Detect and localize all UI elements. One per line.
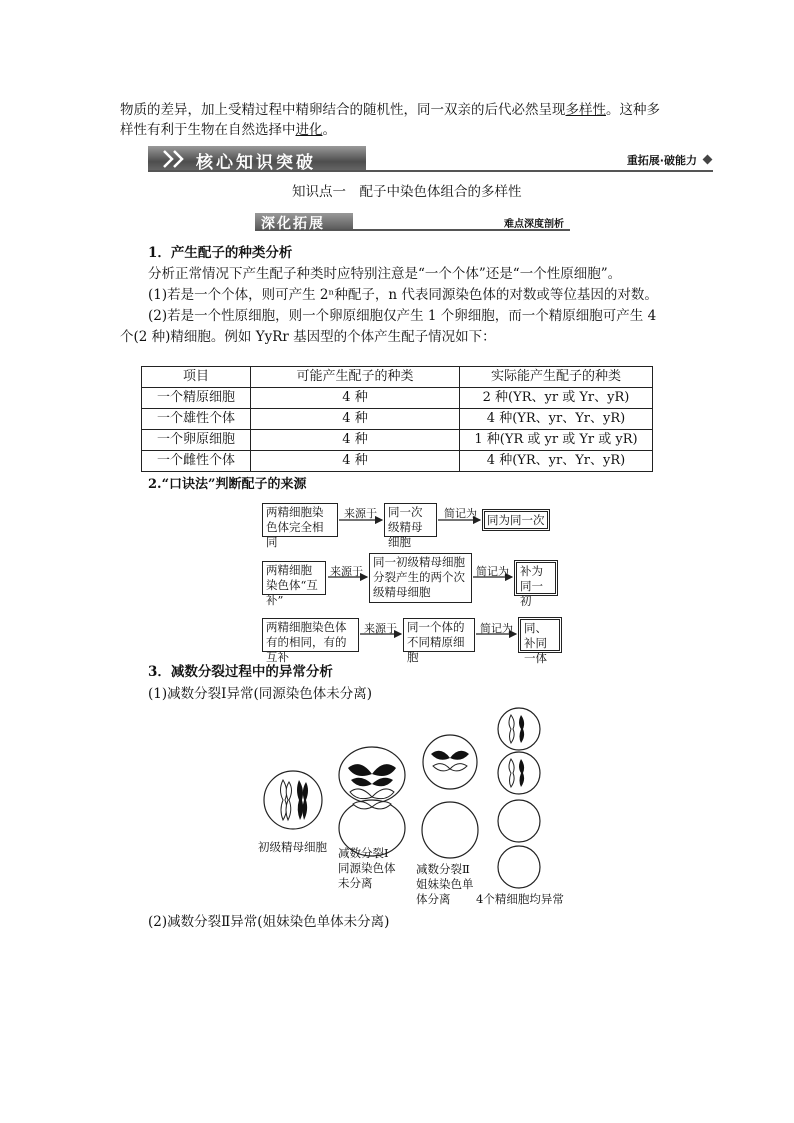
arrow-label: 简记为 bbox=[444, 507, 477, 520]
table-header: 实际能产生配子的种类 bbox=[460, 367, 653, 388]
table-cell: 4 种 bbox=[251, 388, 460, 409]
sub-banner-title: 深化拓展 bbox=[261, 216, 325, 232]
arrow-label: 来源于 bbox=[344, 507, 377, 520]
table-cell: 一个雄性个体 bbox=[142, 409, 251, 430]
table-cell: 一个卵原细胞 bbox=[142, 430, 251, 451]
table-cell: 1 种(YR 或 yr 或 Yr 或 yR) bbox=[460, 430, 653, 451]
sub-banner-tagline: 难点深度剖析 bbox=[504, 219, 564, 230]
sec2-heading: 2.“口诀法”判断配子的来源 bbox=[148, 477, 307, 492]
caption-line: 减数分裂Ⅰ bbox=[338, 846, 389, 860]
figure-caption: 初级精母细胞 bbox=[258, 840, 327, 854]
meiosis-figure bbox=[255, 700, 575, 905]
arrow-label: 简记为 bbox=[480, 622, 513, 635]
intro-text-2b: 。 bbox=[322, 122, 336, 138]
arrow-label: 来源于 bbox=[330, 565, 363, 578]
table-cell: 4 种(YR、yr、Yr、yR) bbox=[460, 409, 653, 430]
keyword-evolution: 进化 bbox=[295, 122, 323, 138]
sec1-heading: 1．产生配子的种类分析 bbox=[148, 245, 293, 261]
caption-line: 同源染色体 bbox=[338, 861, 396, 875]
sec1-paragraph-3b: 个(2 种)精细胞。例如 YyRr 基因型的个体产生配子情况如下： bbox=[120, 329, 496, 345]
caption-line: 体分离 bbox=[416, 892, 451, 906]
flow-box-source: 同一个体的不同精原细胞 bbox=[403, 618, 475, 652]
cell-meiosis-2 bbox=[422, 735, 478, 858]
flow-box-premise: 两精细胞染色体有的相同，有的互补 bbox=[262, 618, 359, 652]
table-header: 可能产生配子的种类 bbox=[251, 367, 460, 388]
caption-line: 未分离 bbox=[338, 876, 373, 890]
table-cell: 4 种 bbox=[251, 409, 460, 430]
flow-box-mnemonic: 同为同一次 bbox=[482, 509, 550, 531]
flow-box-source: 同一次级精母细胞 bbox=[384, 503, 437, 537]
caption-line: 减数分裂Ⅱ bbox=[416, 862, 470, 876]
flow-box-mnemonic: 同、补同一体 bbox=[518, 617, 562, 653]
keyword-diversity: 多样性 bbox=[565, 102, 606, 118]
flow-box-premise: 两精细胞染色体完全相同 bbox=[262, 503, 338, 537]
banner-tagline: 重拓展·破能力 bbox=[626, 154, 697, 167]
cell-spermatids bbox=[498, 708, 540, 888]
arrow-label: 来源于 bbox=[364, 622, 397, 635]
sec1-paragraph-3a: (2)若是一个性原细胞，则一个卵原细胞仅产生 1 个卵细胞，而一个精原细胞可产生 4 bbox=[148, 308, 657, 324]
cell-primary bbox=[264, 771, 322, 829]
arrow-label: 简记为 bbox=[476, 565, 509, 578]
intro-text-1b: 。这种多 bbox=[606, 102, 660, 118]
table-header: 项目 bbox=[142, 367, 251, 388]
caption-line: 姐妹染色单 bbox=[416, 877, 474, 891]
flow-box-mnemonic: 补为同一初 bbox=[514, 560, 558, 596]
table-cell: 一个雌性个体 bbox=[142, 451, 251, 472]
knowledge-point-title: 知识点一 配子中染色体组合的多样性 bbox=[292, 184, 522, 200]
sec3-heading: 3．减数分裂过程中的异常分析 bbox=[148, 664, 333, 680]
table-cell: 4 种 bbox=[251, 430, 460, 451]
sec3-sub-2: (2)减数分裂Ⅱ异常(姐妹染色单体未分离) bbox=[148, 914, 390, 930]
figure-caption bbox=[338, 846, 396, 891]
flow-box-source: 同一初级精母细胞分裂产生的两个次级精母细胞 bbox=[369, 553, 472, 603]
table-cell: 一个精原细胞 bbox=[142, 388, 251, 409]
table-cell: 4 种 bbox=[251, 451, 460, 472]
intro-text-1a: 物质的差异，加上受精过程中精卵结合的随机性，同一双亲的后代必然呈现 bbox=[120, 102, 566, 118]
figure-caption bbox=[416, 862, 474, 907]
flow-box-premise: 两精细胞染色体“互补” bbox=[262, 561, 326, 595]
table-cell: 2 种(YR、yr 或 Yr、yR) bbox=[460, 388, 653, 409]
sec1-paragraph-1: 分析正常情况下产生配子种类时应特别注意是“一个个体”还是“一个性原细胞”。 bbox=[148, 266, 622, 282]
banner-title: 核心知识突破 bbox=[196, 153, 316, 173]
intro-text-2a: 样性有利于生物在自然选择中 bbox=[120, 122, 296, 138]
table-cell: 4 种(YR、yr、Yr、yR) bbox=[460, 451, 653, 472]
sec3-sub-1: (1)减数分裂Ⅰ异常(同源染色体未分离) bbox=[148, 686, 372, 702]
cell-meiosis-1 bbox=[339, 747, 405, 856]
figure-caption: 4个精细胞均异常 bbox=[476, 892, 564, 906]
sec1-paragraph-2: (1)若是一个个体，则可产生 2ⁿ种配子，n 代表同源染色体的对数或等位基因的对数。 bbox=[148, 287, 658, 303]
